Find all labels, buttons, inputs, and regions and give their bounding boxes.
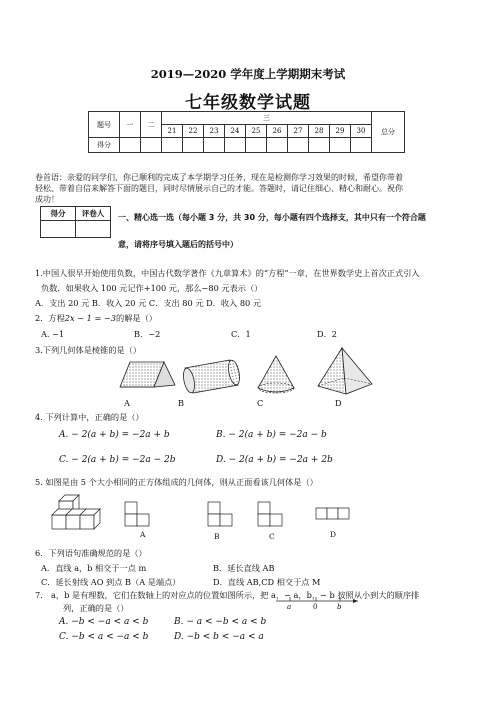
q7-option-b: B. − a < −b < a < b [174,617,267,627]
grader-score-label: 得分 [41,207,76,221]
q7-stem-line-1: 7． a，b 是有理数，它们在数轴上的对应点的位置如图所示，把 a，− a，b，− b 按照从小到大的顺序排 [35,590,420,600]
q2-option-c: C．1 [231,329,251,339]
score-table-header-label: 题号 [89,112,120,138]
score-table-q21: 21 [162,125,183,138]
q7-option-d: D. −b < b < −a < a [174,632,264,642]
q5-label-a: A [140,530,146,539]
q6-stem: 6．下列语句准确规范的是（） [35,548,147,558]
score-table-q24: 24 [225,125,246,138]
q2-stem-post: 的解是（） [116,313,157,323]
preface-line-1: 卷首语：亲爱的同学们，你已顺利的完成了本学期学习任务，现在是检测你学习效果的时候，希望你带着 [35,173,403,182]
q4-stem: 4. 下列计算中，正确的是（） [35,412,144,422]
preface-line-3: 成功！ [35,195,59,204]
q3-label-c: C [257,398,264,408]
q2-option-b: B．−2 [134,329,161,339]
score-table-score-label: 得分 [89,138,120,153]
q7-option-a: A. −b < −a < a < b [59,617,149,627]
section-1-heading: 一、精心选一选（每小题 3 分，共 30 分，每小题有四个选择支，其中只有一个符合题 [118,213,426,222]
q6-option-d: D．直线 AB,CD 相交于点 M [213,577,321,587]
q6-option-c: C．延长射线 AO 到点 B（A 是端点） [41,577,181,587]
q5-label-d: D [330,530,337,539]
preface-line-2: 轻松、带着自信来解答下面的题目，同时尽情展示自己的才能。答题时，请记住细心、精心和耐心。祝你 [35,184,403,193]
q3-label-d: D [335,398,342,408]
q2-stem-pre: 2．方程 [35,313,65,323]
score-table-q29: 29 [330,125,351,138]
q4-option-b: B. − 2(a + b) = −2a − b [216,430,327,440]
q7-option-c: C. −b < a < −a < b [59,632,149,642]
grader-name-label: 评卷人 [76,207,111,221]
q3-label-a: A [124,398,130,408]
q2-option-d: D．2 [317,329,337,339]
numberline-label-a: a [287,603,292,611]
q5-label-b: B [214,532,220,541]
score-table-section-2: 二 [141,112,162,138]
score-table-q26: 26 [267,125,288,138]
section-1-heading-cont: 意，请将序号填入题后的括号中） [118,240,238,249]
exam-subject-title: 七年级数学试题 [185,93,311,113]
score-table-total: 总分 [372,112,405,153]
q6-option-b: B．延长直线 AB [213,563,275,573]
score-table-q28: 28 [309,125,330,138]
q1-options: A．支出 20 元 B．收入 20 元 C．支出 80 元 D．收入 80 元 [35,298,262,308]
q4-option-d: D. − 2(a + b) = −2a + 2b [216,455,333,465]
score-table-q23: 23 [204,125,225,138]
q7-stem-line-2: 列，正确的是（） [63,603,129,613]
q4-option-c: C. − 2(a + b) = −2a − 2b [59,455,176,465]
q1-stem-line-1: 1.中国人很早开始使用负数，中国古代数学著作《九章算术》的“方程”一章，在世界数学史上首次正式引入 [35,268,420,278]
q4-option-a: A. − 2(a + b) = −2a + b [59,430,170,440]
q2-equation: 2x − 1 = −3 [64,313,117,323]
exam-year-title: 2019—2020 学年度上学期期末考试 [150,67,346,81]
q2-option-a: A. −1 [41,329,65,339]
numberline-label-b: b [337,603,342,611]
score-table-section-1: 一 [120,112,141,138]
score-table-q30: 30 [351,125,372,138]
q3-label-b: B [178,398,185,408]
score-table-q22: 22 [183,125,204,138]
q5-stem: 5. 如图是由 5 个大小相同的正方体组成的几何体，则从正面看该几何体是（） [35,477,318,487]
score-table-section-3: 三 [162,112,372,125]
q5-label-c: C [269,532,275,541]
score-table-q25: 25 [246,125,267,138]
q1-stem-line-2: 负数．如果收入 100 元记作+100 元，那么−80 元表示（） [41,283,263,293]
q3-stem: 3.下列几何体是棱锥的是（） [35,345,142,355]
q6-option-a: A．直线 a，b 相交于一点 m [41,563,147,573]
numberline-label-zero: 0 [313,603,318,611]
score-table-q27: 27 [288,125,309,138]
